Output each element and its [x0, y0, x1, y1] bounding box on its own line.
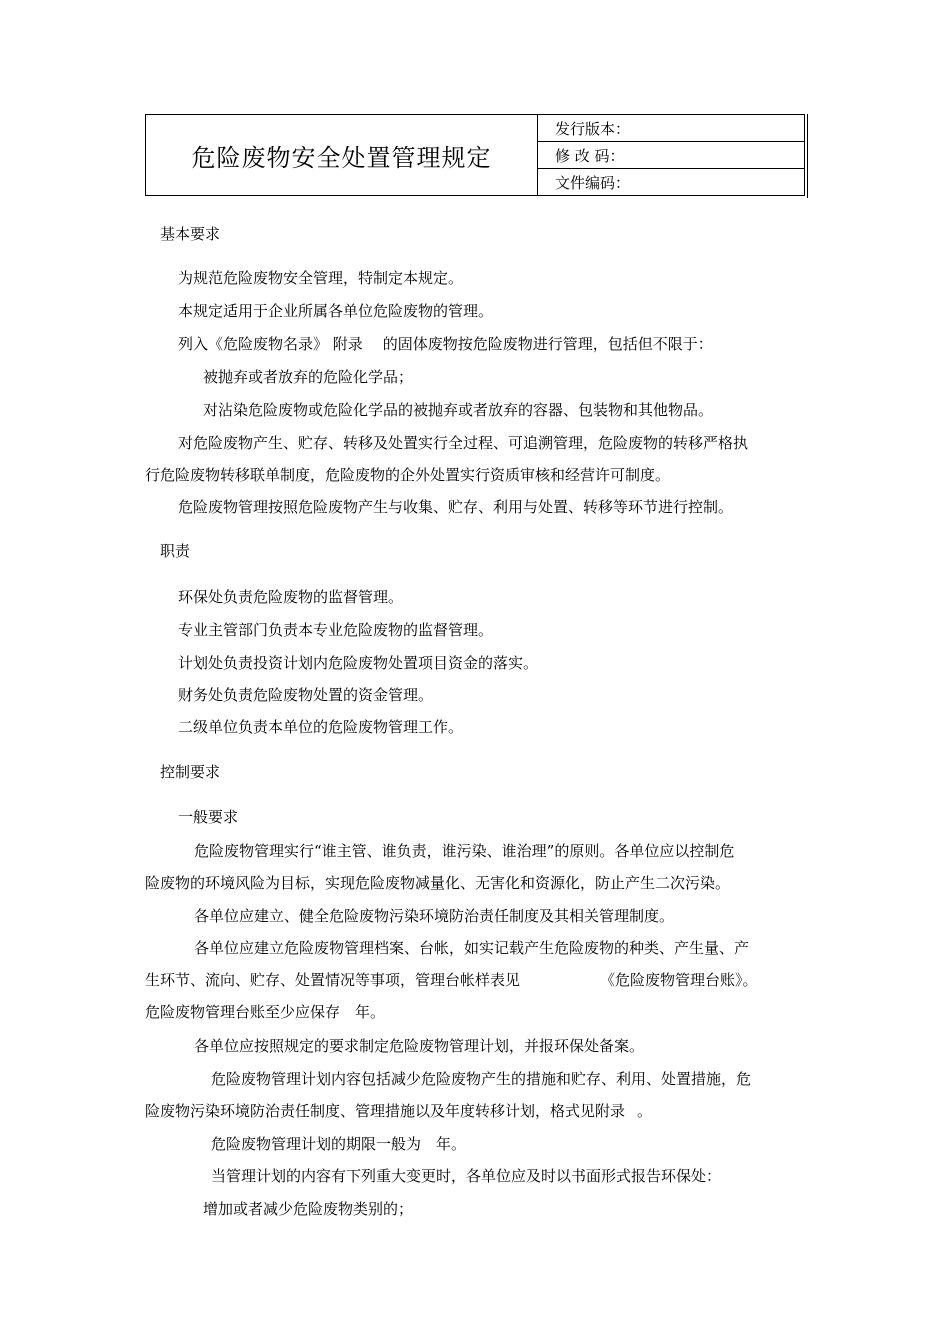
revision-field: 修 改 码： — [538, 142, 804, 169]
paragraph-part: 列入《危险废物名录》 附录 — [178, 335, 363, 353]
list-item: 计划处负责投资计划内危险废物处置项目资金的落实。 — [178, 654, 539, 672]
paragraph-part: 危险废物管理台账至少应保存 — [145, 1003, 341, 1021]
list-item: 对沾染危险废物或危险化学品的被抛弃或者放弃的容器、包装物和其他物品。 — [203, 401, 714, 419]
version-field: 发行版本： — [538, 115, 804, 142]
paragraph: 各单位应建立、健全危险废物污染环境防治责任制度及其相关管理制度。 — [194, 907, 675, 925]
section-heading-duty: 职责 — [160, 542, 191, 560]
document-header-table — [145, 114, 805, 196]
paragraph-part: 。 — [637, 1102, 653, 1120]
paragraph-part: 生环节、流向、贮存、处置情况等事项，管理台帐样表见 — [145, 971, 521, 989]
paragraph: 各单位应按照规定的要求制定危险废物管理计划，并报环保处备案。 — [194, 1037, 645, 1055]
paragraph — [145, 1101, 652, 1121]
paragraph: 险废物的环境风险为目标，实现危险废物减量化、无害化和资源化，防止产生二次污染。 — [145, 874, 731, 892]
paragraph: 本规定适用于企业所属各单位危险废物的管理。 — [178, 302, 494, 320]
paragraph: 各单位应建立危险废物管理档案、台帐，如实记载产生危险废物的种类、产生量、产 — [194, 939, 750, 957]
document-title: 危险废物安全处置管理规定 — [146, 115, 538, 195]
paragraph — [178, 334, 713, 354]
paragraph — [145, 970, 758, 990]
paragraph: 危险废物管理计划内容包括减少危险废物产生的措施和贮存、利用、处置措施，危 — [211, 1070, 752, 1088]
paragraph-part: 年。 — [355, 1003, 386, 1021]
list-item: 二级单位负责本单位的危险废物管理工作。 — [178, 718, 464, 736]
document-meta — [538, 115, 804, 195]
section-heading-control: 控制要求 — [160, 763, 221, 781]
doc-code-field: 文件编码： — [555, 173, 631, 192]
paragraph-part: 《危险废物管理台账》。 — [600, 971, 758, 989]
list-item: 专业主管部门负责本专业危险废物的监督管理。 — [178, 621, 494, 639]
section-heading-basic: 基本要求 — [160, 225, 221, 243]
paragraph: 为规范危险废物安全管理，特制定本规定。 — [178, 269, 464, 287]
list-item: 增加或者减少危险废物类别的； — [203, 1200, 414, 1218]
paragraph-part: 的固体废物按危险废物进行管理，包括但不限于： — [382, 335, 713, 353]
paragraph-part: 险废物污染环境防治责任制度、管理措施以及年度转移计划，格式见附录 — [145, 1102, 626, 1120]
paragraph-part: 年。 — [436, 1135, 467, 1153]
list-item: 财务处负责危险废物处置的资金管理。 — [178, 686, 434, 704]
paragraph: 对危险废物产生、贮存、转移及处置实行全过程、可追溯管理，危险废物的转移严格执 — [178, 434, 749, 452]
paragraph: 危险废物管理按照危险废物产生与收集、贮存、利用与处置、转移等环节进行控制。 — [178, 498, 734, 516]
paragraph: 当管理计划的内容有下列重大变更时，各单位应及时以书面形式报告环保处： — [211, 1167, 722, 1185]
list-item: 被抛弃或者放弃的危险化学品； — [203, 368, 414, 386]
subsection-heading-general: 一般要求 — [178, 808, 239, 826]
paragraph — [211, 1134, 466, 1154]
paragraph — [145, 1002, 385, 1022]
paragraph-part: 危险废物管理计划的期限一般为 — [211, 1135, 422, 1153]
list-item: 环保处负责危险废物的监督管理。 — [178, 588, 404, 606]
paragraph: 行危险废物转移联单制度，危险废物的企外处置实行资质审核和经营许可制度。 — [145, 466, 671, 484]
paragraph: 危险废物管理实行“谁主管、谁负责，谁污染、谁治理”的原则。各单位应以控制危 — [194, 842, 735, 860]
